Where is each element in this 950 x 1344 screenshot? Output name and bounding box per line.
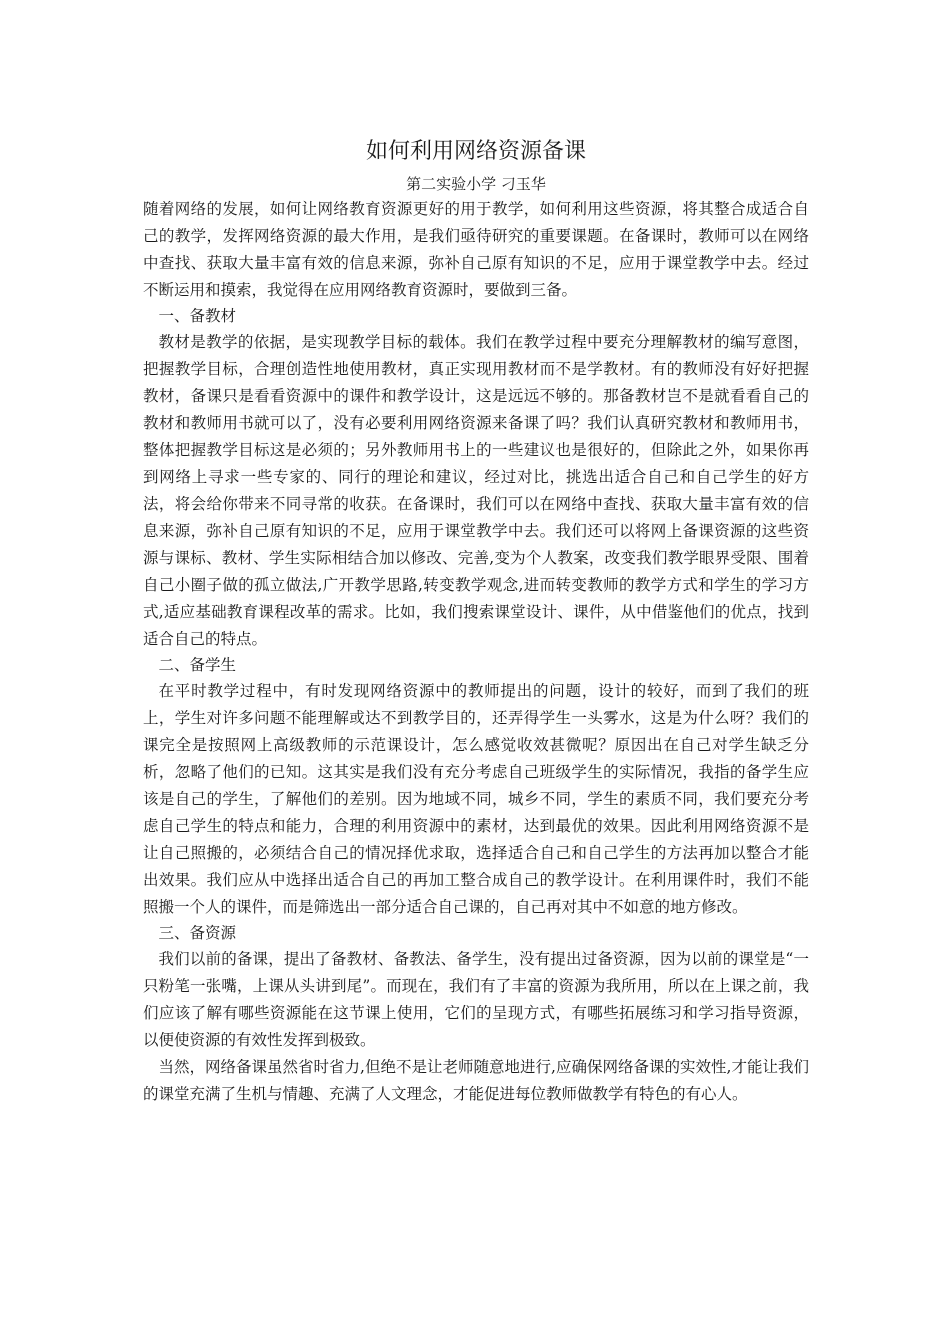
section-paragraph: 我们以前的备课，提出了备教材、备教法、备学生，没有提出过备资源，因为以前的课堂是“一只粉笔一张嘴，上课从头讲到尾”。而现在，我们有了丰富的资源为我所用，所以在上课之前，我们应该了解有哪些资源能在这节课上使用，它们的呈现方式，有哪些拓展练习和学习指导资源，以便使资源的有效性发挥到极致。	[143, 950, 809, 1049]
section-paragraph: 在平时教学过程中，有时发现网络资源中的教师提出的问题，设计的较好，而到了我们的班上，学生对许多问题不能理解或达不到教学目的，还弄得学生一头雾水，这是为什么呀？我们的课完全是按照网上高级教师的示范课设计，怎么感觉收效甚微呢？原因出在自己对学生缺乏分析，忽略了他们的已知。这其实是我们没有充分考虑自己班级学生的实际情况，我指的备学生应该是自己的学生，了解他们的差别。因为地域不同，城乡不同，学生的素质不同，我们要充分考虑自己学生的特点和能力，合理的利用资源中的素材，达到最优的效果。因此利用网络资源不是让自己照搬的，必须结合自己的情况择优求取，选择适合自己和自己学生的方法再加以整合才能出效果。我们应从中选择出适合自己的再加工整合成自己的教学设计。在利用课件时，我们不能照搬一个人的课件，而是筛选出一部分适合自己课的，自己再对其中不如意的地方修改。	[143, 682, 809, 916]
section-heading-students: 二、备学生	[158, 656, 237, 674]
intro-paragraph: 随着网络的发展，如何让网络教育资源更好的用于教学，如何利用这些资源，将其整合成适合自己的教学，发挥网络资源的最大作用，是我们亟待研究的重要课题。在备课时，教师可以在网络中查找、获取大量丰富有效的信息来源，弥补自己原有知识的不足，应用于课堂教学中去。经过不断运用和摸索，我觉得在应用网络教育资源时，要做到三备。	[143, 200, 809, 299]
section-heading-materials: 一、备教材	[158, 307, 237, 325]
document-author: 第二实验小学 刁玉华	[406, 175, 546, 193]
closing-paragraph: 当然，网络备课虽然省时省力,但绝不是让老师随意地进行,应确保网络备课的实效性,才能让我们的课堂充满了生机与情趣、充满了人文理念，才能促进每位教师做教学有特色的有心人。	[143, 1058, 809, 1103]
section-heading-resources: 三、备资源	[158, 924, 237, 942]
document-title: 如何利用网络资源备课	[365, 139, 586, 164]
section-paragraph: 教材是教学的依据，是实现教学目标的载体。我们在教学过程中要充分理解教材的编写意图，把握教学目标，合理创造性地使用教材，真正实现用教材而不是学教材。有的教师没有好好把握教材，备课只是看看资源中的课件和教学设计，这是远远不够的。那备教材岂不是就看看自己的教材和教师用书就可以了，没有必要利用网络资源来备课了吗？我们认真研究教材和教师用书，整体把握教学目标这是必须的；另外教师用书上的一些建议也是很好的，但除此之外，如果你再到网络上寻求一些专家的、同行的理论和建议，经过对比，挑选出适合自己和自己学生的好方法，将会给你带来不同寻常的收获。在备课时，我们可以在网络中查找、获取大量丰富有效的信息来源，弥补自己原有知识的不足，应用于课堂教学中去。我们还可以将网上备课资源的这些资源与课标、教材、学生实际相结合加以修改、完善,变为个人教案，改变我们教学眼界受限、围着自己小圈子做的孤立做法,广开教学思路,转变教学观念,进而转变教师的教学方式和学生的学习方式,适应基础教育课程改革的需求。比如，我们搜索课堂设计、课件，从中借鉴他们的优点，找到适合自己的特点。	[143, 333, 809, 648]
document-body	[143, 132, 809, 1108]
